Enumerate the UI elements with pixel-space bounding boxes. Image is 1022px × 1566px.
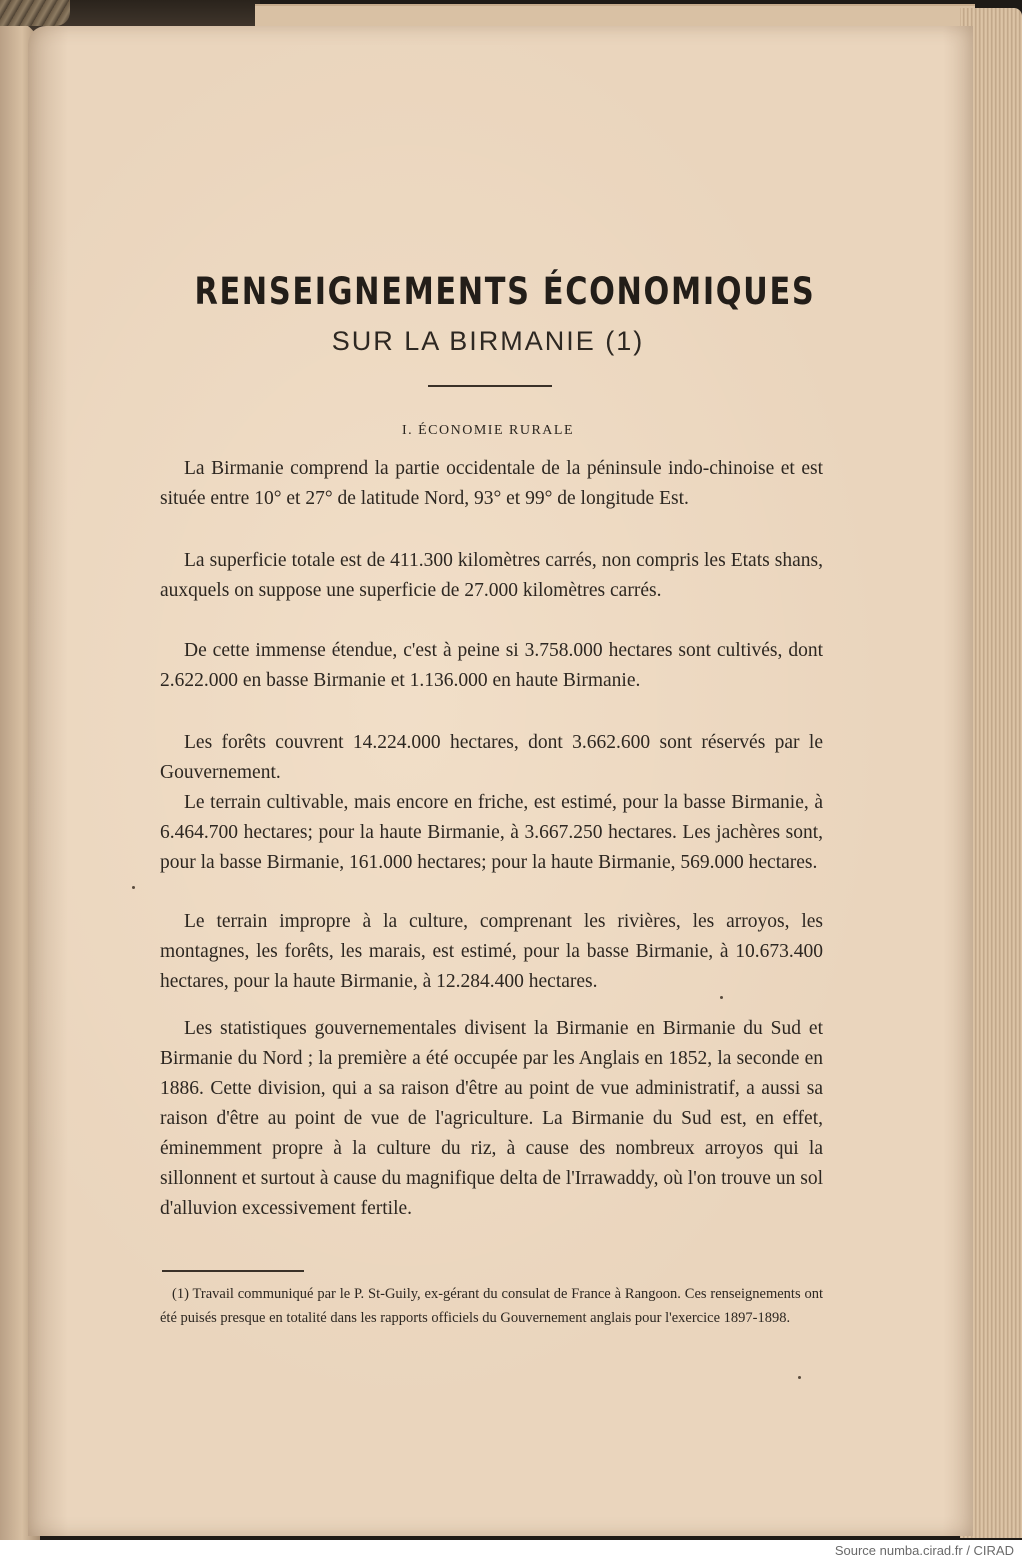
- footnote: (1) Travail communiqué par le P. St-Guily, ex-gérant du consulat de France à Rangoon. Ces renseignements ont été puisés presque en totalité dans les rapports officiels du Gouvernement anglais pour l'exercice 1897-1898.: [160, 1286, 823, 1326]
- paragraph: Le terrain cultivable, mais encore en friche, est estimé, pour la basse Birmanie, à 6.464.700 hectares; pour la haute Birmanie, à 3.667.250 hectares. Les jachères sont, pour la basse Birmanie, 161.000 hectares; pour la haute Birmanie, 569.000 hectares.: [160, 792, 823, 873]
- paragraph: La Birmanie comprend la partie occidentale de la péninsule indo-chinoise et est située entre 10° et 27° de latitude Nord, 93° et 99° de longitude Est.: [160, 458, 823, 509]
- footnote-divider: [162, 1270, 304, 1272]
- page-title: RENSEIGNEMENTS ÉCONOMIQUES: [194, 270, 816, 313]
- page-subtitle: SUR LA BIRMANIE (1): [331, 326, 645, 356]
- section-heading: I. ÉCONOMIE RURALE: [401, 423, 575, 438]
- paper-speck: [132, 886, 135, 889]
- binding-cord: [0, 0, 70, 26]
- paragraph: La superficie totale est de 411.300 kilomètres carrés, non compris les Etats shans, auxquels on suppose une superficie de 27.000 kilomètres carrés.: [160, 550, 823, 601]
- source-credit: Source numba.cirad.fr / CIRAD: [834, 1543, 1014, 1558]
- paper-speck: [720, 996, 723, 999]
- paragraph: De cette immense étendue, c'est à peine si 3.758.000 hectares sont cultivés, dont 2.622.000 en basse Birmanie et 1.136.000 en haute Birmanie.: [160, 640, 823, 691]
- paragraph: Les statistiques gouvernementales divisent la Birmanie en Birmanie du Sud et Birmanie du Nord ; la première a été occupée par les Anglais en 1852, la seconde en 1886. Cette division, qui a sa raison d'être au point de vue administratif, a aussi sa raison d'être au point de vue de l'agriculture. La Birmanie du Sud est, en effet, éminemment propre à la culture du riz, à cause des nombreux arroyos qui la sillonnent et surtout à cause du magnifique delta de l'Irrawaddy, où l'on trouve un sol d'alluvion excessivement fertile.: [160, 1018, 823, 1219]
- title-divider: [428, 385, 552, 387]
- paper-speck: [798, 1376, 801, 1379]
- paragraph: Les forêts couvrent 14.224.000 hectares, dont 3.662.600 sont réservés par le Gouvernement.: [160, 732, 823, 783]
- paragraph: Le terrain impropre à la culture, comprenant les rivières, les arroyos, les montagnes, les forêts, les marais, est estimé, pour la basse Birmanie, à 10.673.400 hectares, pour la haute Birmanie, à 12.284.400 hectares.: [160, 911, 823, 992]
